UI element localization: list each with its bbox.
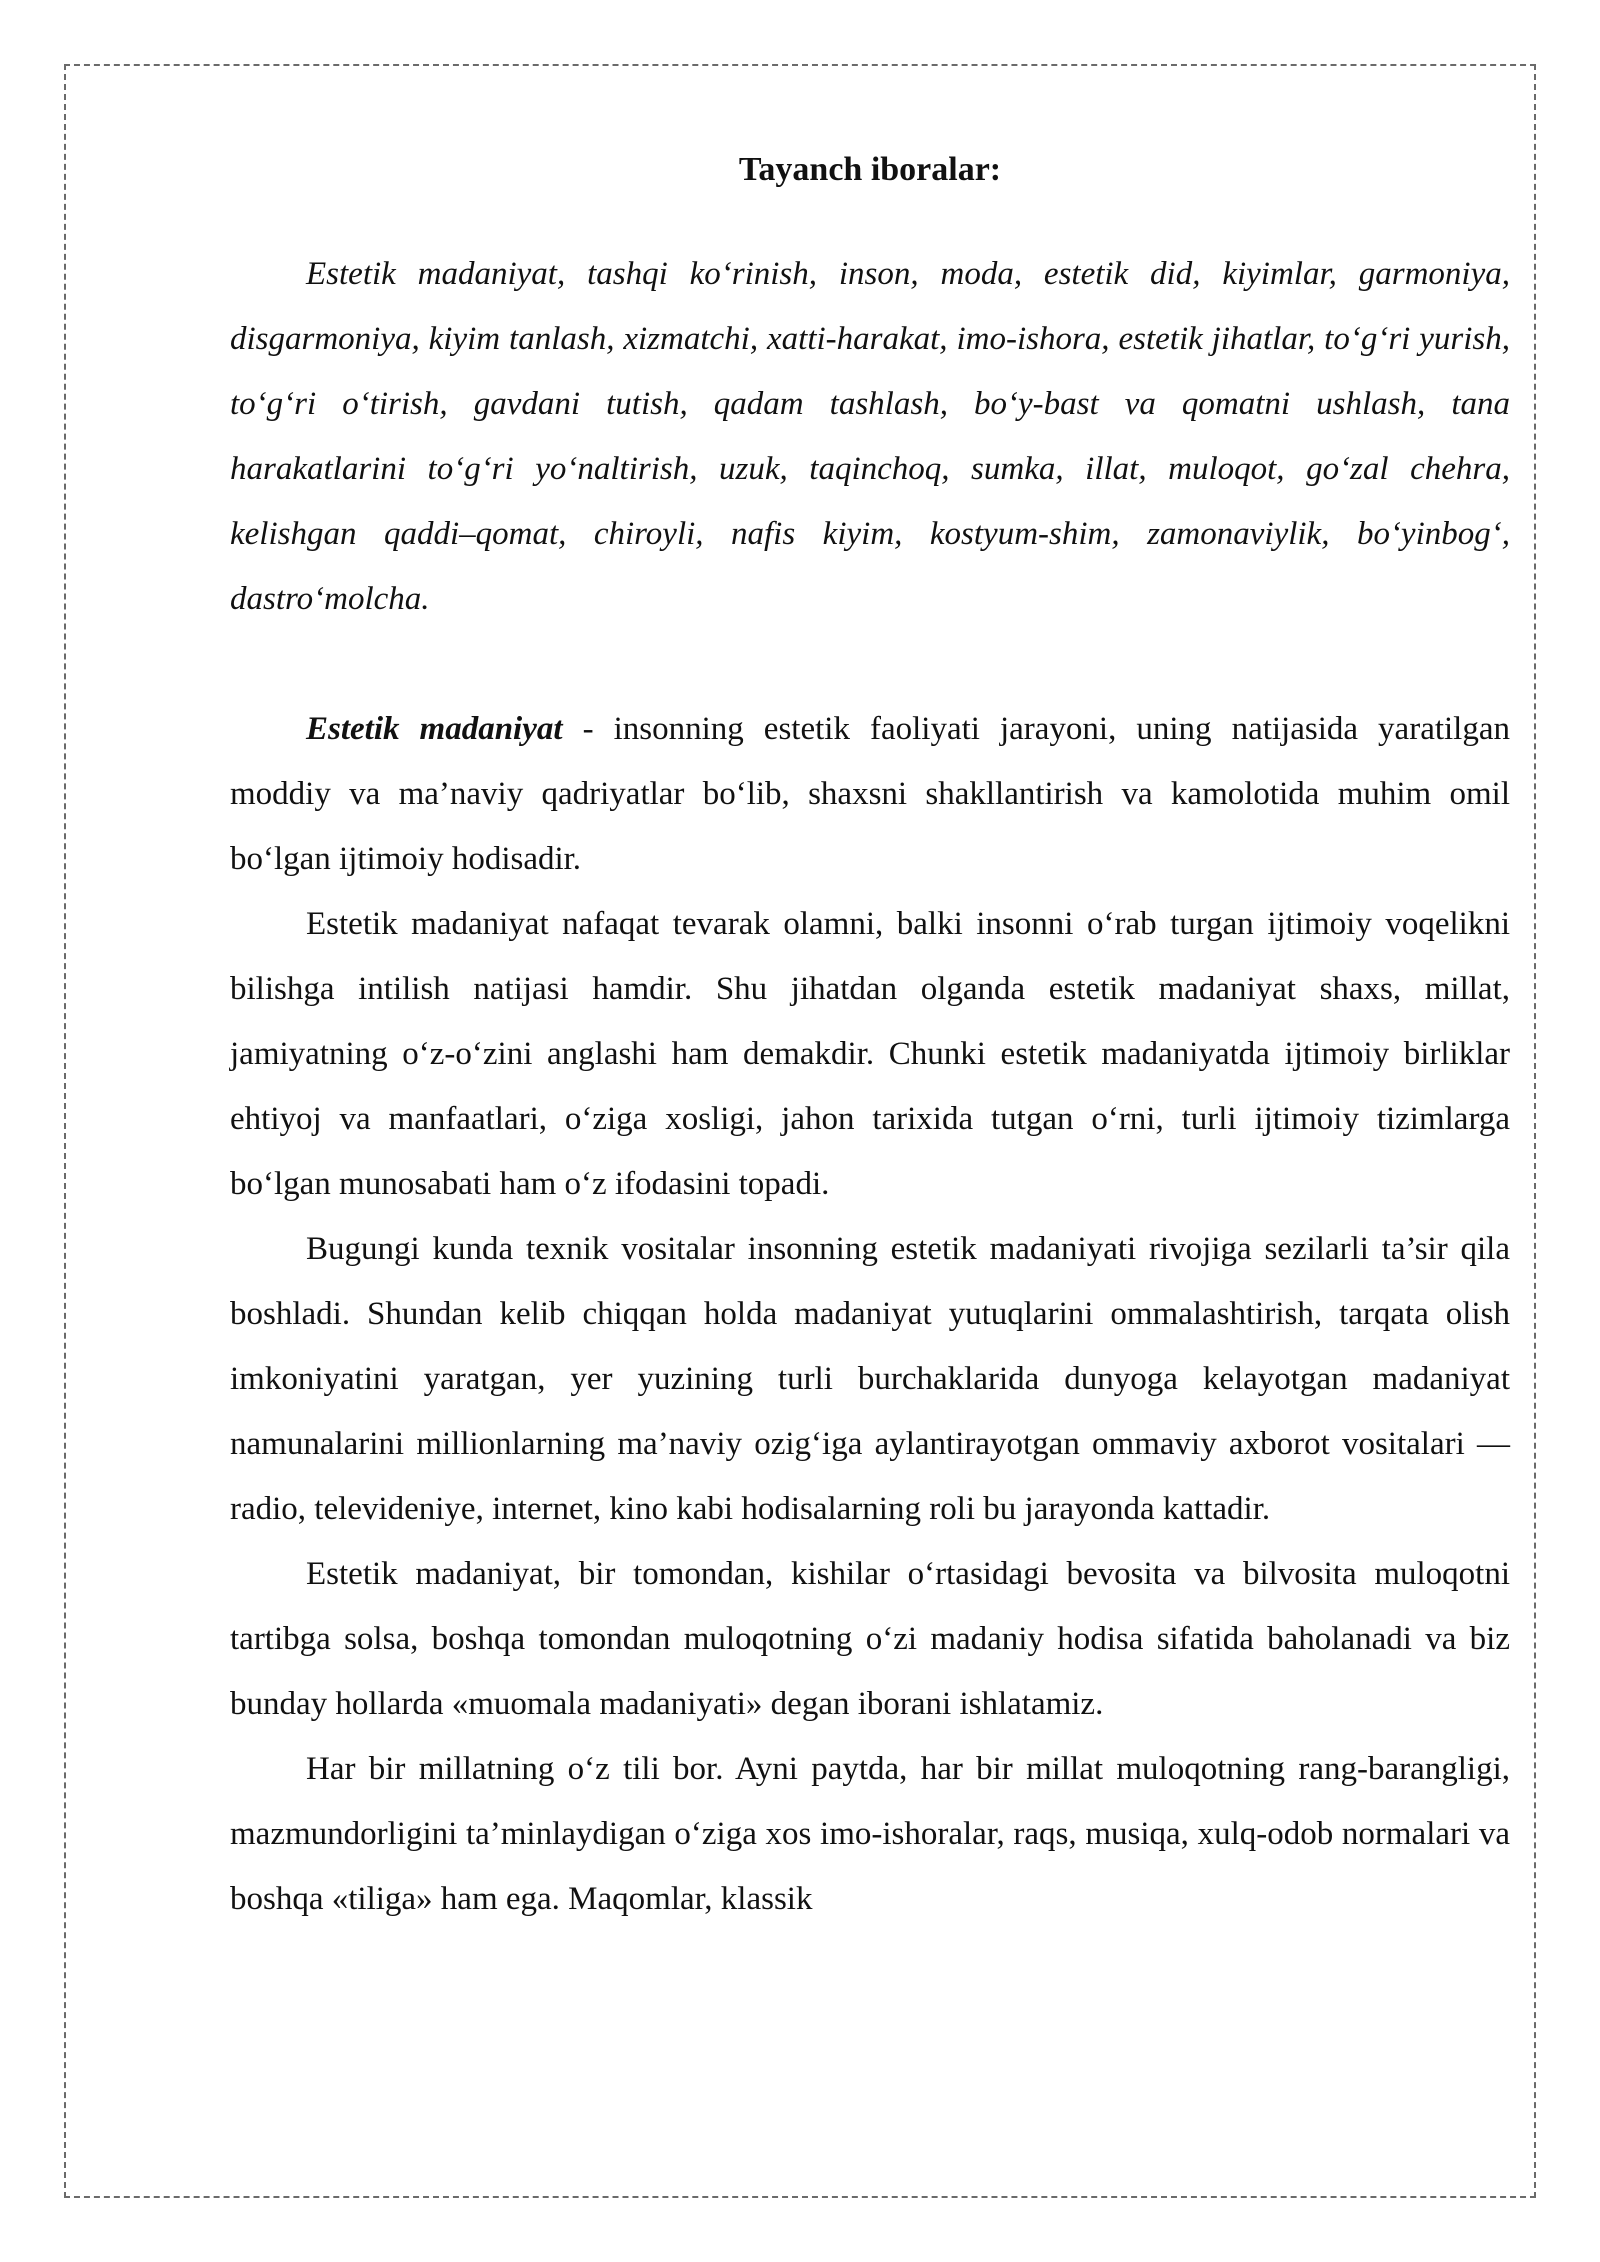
body-paragraph: Estetik madaniyat nafaqat tevarak olamni, balki insonni o‘rab turgan ijtimoiy voqelikni bilishga intilish natijasi hamdir. Shu jihatdan olganda estetik madaniyat shaxs, millat, jamiyatning o‘z-o‘zini anglashi ham demakdir. Chunki estetik madaniyatda ijtimoiy birliklar ehtiyoj va manfaatlari, o‘ziga xosligi, jahon tarixida tutgan o‘rni, turli ijtimoiy tizimlarga bo‘lgan munosabati ham o‘z ifodasini topadi. xyxy=(230,906,1510,1202)
keywords-paragraph: Estetik madaniyat, tashqi ko‘rinish, inson, moda, estetik did, kiyimlar, garmoniya, disgarmoniya, kiyim tanlash, xizmatchi, xatti-harakat, imo-ishora, estetik jihatlar, to‘g‘ri yurish, to‘g‘ri o‘tirish, gavdani tutish, qadam tashlash, bo‘y-bast va qomatni ushlash, tana harakatlarini to‘g‘ri yo‘naltirish, uzuk, taqinchoq, sumka, illat, muloqot, go‘zal chehra, kelishgan qaddi–qomat, chiroyli, nafis kiyim, kostyum-shim, zamonaviylik, bo‘yinbog‘, dastro‘molcha. xyxy=(230,256,1510,617)
definition-text: - insonning estetik faoliyati jarayoni, uning natijasida yaratilgan moddiy va ma’naviy qadriyatlar bo‘lib, shaxsni shakllantirish va kamolotida muhim omil bo‘lgan ijtimoiy hodisadir. xyxy=(230,711,1510,877)
body-paragraph: Bugungi kunda texnik vositalar insonning estetik madaniyati rivojiga sezilarli ta’sir qila boshladi. Shundan kelib chiqqan holda madaniyat yutuqlarini ommalashtirish, tarqata olish imkoniyatini yaratgan, yer yuzining turli burchaklarida dunyoga kelayotgan madaniyat namunalarini millionlarning ma’naviy ozig‘iga aylantirayotgan ommaviy axborot vositalari — radio, televideniye, internet, kino kabi hodisalarning roli bu jarayonda kattadir. xyxy=(230,1231,1510,1527)
body-paragraph: Estetik madaniyat, bir tomondan, kishilar o‘rtasidagi bevosita va bilvosita muloqotni tartibga solsa, boshqa tomondan muloqotning o‘zi madaniy hodisa sifatida baholanadi va biz bunday hollarda «muomala madaniyati» degan iborani ishlatamiz. xyxy=(230,1556,1510,1722)
definition-paragraph xyxy=(230,697,1510,892)
document-body xyxy=(230,150,1510,1932)
definition-term: Estetik madaniyat xyxy=(306,711,563,747)
body-paragraph: Har bir millatning o‘z tili bor. Ayni paytda, har bir millat muloqotning rang-barangligi, mazmundorligini ta’minlaydigan o‘ziga xos imo-ishoralar, raqs, musiqa, xulq-odob normalari va boshqa «tiliga» ham ega. Maqomlar, klassik xyxy=(230,1751,1510,1917)
page-title: Tayanch iboralar: xyxy=(738,151,1002,188)
